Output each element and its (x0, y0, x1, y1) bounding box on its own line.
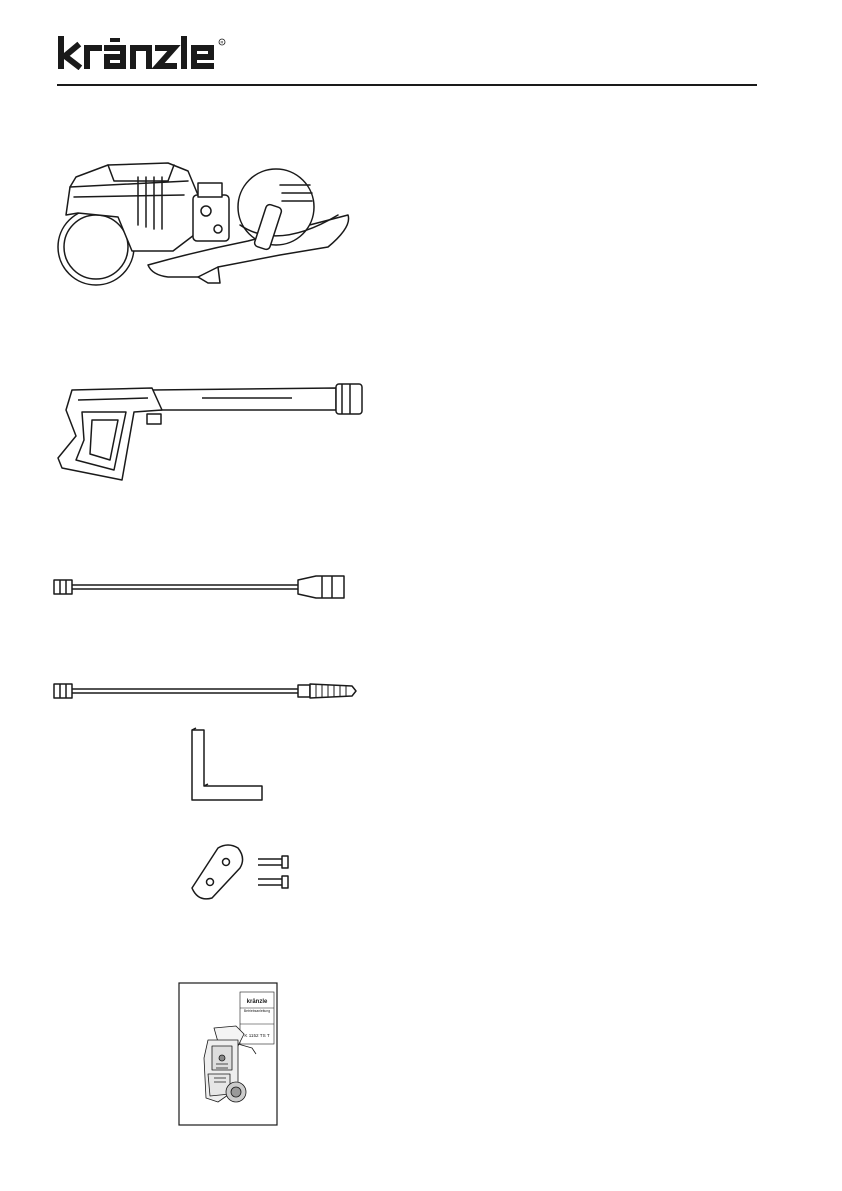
page-header (57, 36, 757, 88)
holder-plate-screws-illustration (190, 840, 300, 902)
operating-manual-illustration (178, 982, 278, 1126)
manual-model-text: K 1152 TS T (244, 1033, 270, 1038)
wall-bracket-illustration (188, 728, 268, 806)
svg-text:R: R (220, 39, 224, 45)
manual-brand-text: kränzle (246, 999, 268, 1005)
lance-turbo-nozzle-illustration (52, 680, 362, 702)
lance-round-nozzle-illustration (52, 574, 352, 600)
kranzle-logo (57, 36, 227, 70)
manual-title-text: Betriebsanleitung (243, 1009, 271, 1013)
pressure-washer-illustration (48, 155, 358, 290)
header-rule (57, 84, 757, 86)
spray-gun-illustration (52, 380, 367, 490)
